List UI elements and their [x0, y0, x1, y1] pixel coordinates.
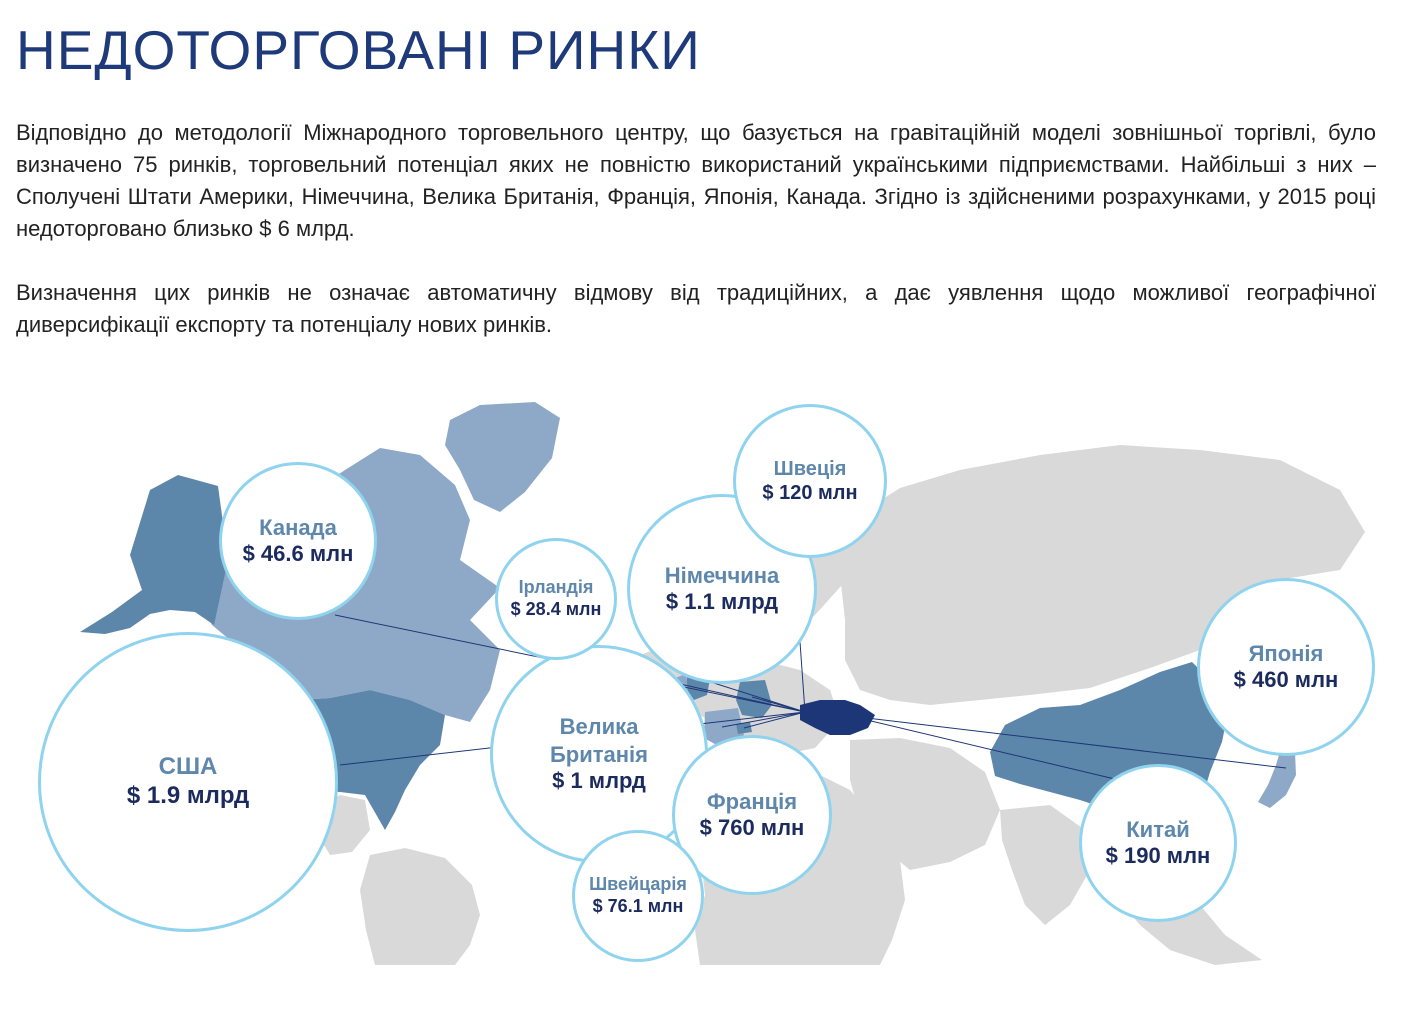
uk-label	[539, 713, 659, 768]
usa-value: $ 1.9 млрд	[126, 782, 250, 809]
switzerland-label: Швейцарія	[589, 874, 687, 895]
germany-label: Німеччина	[664, 562, 780, 588]
note-paragraph: Визначення цих ринків не означає автоматичну відмову від традиційних, а дає уявлення щодо можливої географічної диверсифікації експорту та потенціалу нових ринків.	[16, 280, 1376, 337]
bubble-switzerland	[572, 830, 704, 962]
sweden-value: $ 120 млн	[762, 482, 858, 504]
switzerland-value: $ 76.1 млн	[592, 896, 684, 916]
canada-value: $ 46.6 млн	[242, 541, 354, 566]
bubble-ireland	[495, 538, 617, 660]
germany-value: $ 1.1 млрд	[665, 589, 779, 614]
japan-value: $ 460 млн	[1233, 667, 1339, 692]
france-label: Франція	[706, 788, 798, 814]
bubble-japan	[1197, 578, 1375, 756]
japan-label: Японія	[1248, 640, 1324, 666]
page-title: НЕДОТОРГОВАНІ РИНКИ	[16, 19, 701, 81]
ireland-value: $ 28.4 млн	[510, 599, 602, 619]
ireland-label: Ірландія	[518, 577, 594, 598]
south-asia-shape	[1000, 805, 1090, 925]
china-value: $ 190 млн	[1105, 843, 1211, 868]
china-label: Китай	[1126, 816, 1190, 842]
bubble-usa	[38, 632, 338, 932]
sweden-label: Швеція	[773, 458, 847, 480]
bubble-sweden	[733, 404, 887, 558]
bubble-canada	[219, 462, 377, 620]
usa-label: США	[158, 753, 218, 781]
canada-label: Канада	[259, 514, 337, 540]
uk-value: $ 1 млрд	[552, 768, 646, 794]
bubble-china	[1079, 764, 1237, 922]
alaska-shape	[80, 475, 228, 634]
greenland-shape	[445, 402, 560, 512]
uk-label-text: Велика Британія	[549, 714, 649, 767]
intro-paragraph: Відповідно до методології Міжнародного торговельного центру, що базується на гравітаційній моделі зовнішньої торгівлі, було визначено 75 ринків, торговельний потенціал яких не повністю використаний українськими підприємствами. Найбільші з них – Сполучені Штати Америки, Німеччина, Велика Британія, Франція, Японія, Канада. Згідно із здійсненими розрахунками, у 2015 році недоторговано близько $ 6 млрд.	[16, 120, 1376, 241]
south-america-shape	[360, 848, 480, 965]
france-value: $ 760 млн	[699, 815, 805, 840]
